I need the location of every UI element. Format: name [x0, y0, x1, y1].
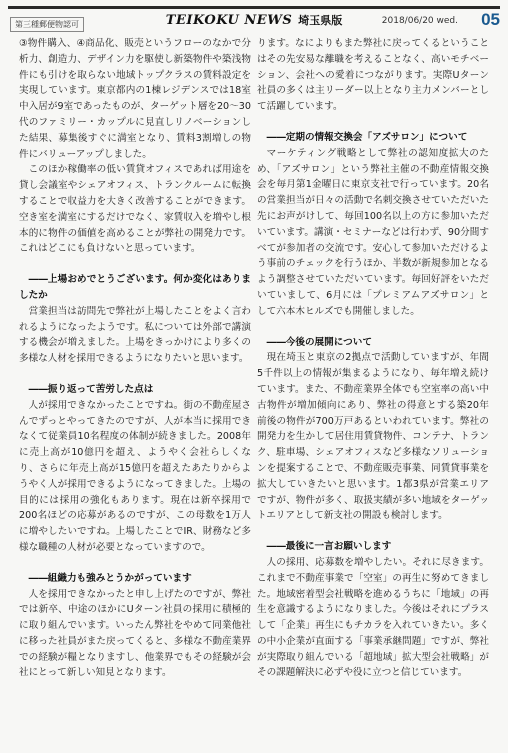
section-heading: ――今後の展開について [266, 336, 372, 348]
section-heading: ――定期の情報交換会「アズサロン」について [266, 131, 468, 143]
paragraph: ります。なによりもまた弊社に戻ってくるということはその先安易な離職を考えることなく、高いモチベーション、会社への愛着につながります。実際Uターン社員の多くは主リーダー以上となり主力メンバーとして活躍しています。 [257, 38, 489, 113]
paragraph: 人を採用できなかったと申し上げたのですが、弊社では新卒、中途のほかにUターン社員の採用に積極的に取り組んでいます。いったん弊社をやめて同業他社に移った社員がまた戻ってくると、多様な不動産業界での経験が糧となりますし、他業界でもその経験が会社にとって新しい知見となります。 [19, 588, 251, 679]
paragraph: ③物件購入、④商品化、販売というフローのなかで分析力、創造力、デザイン力を駆使し新築物件や築浅物件にも引けを取らない地域トップクラスの賃料設定を実現しています。東京都内の1棟レジデンスでは18室中入居が9室であったものが、ターゲット層を20～30代のファミリー・カップルに見直しリノベーションした結果、募集後すぐに満室となり、賃料3割増しの物件にバリューアップしました。 [19, 38, 251, 160]
issue-date: 2018/06/20 wed. [381, 16, 458, 26]
paragraph: 人が採用できなかったことですね。街の不動産屋さんでずっとやってきたのですが、人が本当に採用できなくて従業員10名程度の体制が続きました。2008年に売上高が10億円を超え、ようやく会社らしくなり、さらに年売上高が15億円を超えたあたりからようやく人が採用できるようになってきました。上場の目的には採用の強化もあります。現在は新卒採用で200名ほどの応募があるのですが、この母数を1万人に増やしたいですね。上場したことでIR、財務など多様な職種の人材が必要となっていますので。 [19, 399, 251, 553]
article-column-right [257, 36, 489, 681]
paragraph: 現在埼玉と東京の2拠点で活動していますが、年間5千件以上の情報が集まるようになり、毎年増え続けています。また、不動産業界全体でも空室率の高い中古物件が増加傾向にあり、弊社の得意とする築20年前後の物件が700万戸あるといわれています。弊社の開発力を生かして居住用賃貸物件、コンテナ、トランク、駐車場、シェアオフィスなど多様なソリューションを提案することで、不動産販売事業、同賃貸事業を拡大していきたいと思います。1都3県が営業エリアですが、物件が多く、取扱実績が多い地域をターゲットエリアとして新支社の開設も検討します。 [257, 352, 489, 522]
paragraph: 人の採用、応募数を増やしたい。それに尽きます。これまで不動産事業で「空室」の再生に努めてきました。地域密着型会社戦略を進めるうちに「地域」の再生を意識するようになりました。今後はそれにプラスして「企業」再生にもチカラを入れていきたい。多くの中小企業が直面する「事業承継問題」ですが、弊社が実際取り組んでいる「超地域」拡大型会社戦略」がその課題解決に必ずや役に立つと信じています。 [257, 556, 489, 679]
article-column-left [19, 36, 251, 681]
paragraph: マーケティング戦略として弊社の認知度拡大のため、「アズサロン」という弊社主催の不動産情報交換会を毎月第1金曜日に東京支社で行っています。20名の営業担当が日々の活動で名刺交換させていただいた先にお声がけして、毎回100名以上の方に参加いただいています。講演・セミナーなどは行わず、90分間すべてが参加者の交流です。安心して参加いただけるよう事前のチェックを行うほか、半数が新規参加となるよう調整させていただいています。毎回好評をいただいていまして、6月には「プレミアムアズサロン」として六本木ヒルズでも開催しました。 [257, 147, 489, 317]
paragraph: このほか稼働率の低い賃貸オフィスであれば用途を貸し会議室やシェアオフィス、トランクルームに転換することで収益力を大きく改善することができます。空き室を満室にするだけでなく、家賃収入を増やし根本的に物件の価値を高めることが弊社の開発力です。これはどこにも負けないと思っています。 [19, 164, 251, 255]
paper-name: TEIKOKU NEWS [165, 13, 293, 28]
page-number: 05 [481, 10, 500, 29]
edition-label: 埼玉県版 [298, 14, 343, 27]
paragraph: 営業担当は訪問先で弊社が上場したことをよく言われるようになったようです。私については外部で講演する機会が増えました。上場をきっかけにより多くの多様な人材を採用できるようになりたいと思います。 [19, 305, 251, 365]
section-heading: ――上場おめでとうございます。何か変化はありましたか [19, 274, 251, 301]
section-heading: ――組織力も強みとうかがっています [28, 572, 192, 584]
section-heading: ――振り返って苦労した点は [28, 383, 154, 395]
masthead [166, 12, 342, 28]
page-header [8, 6, 500, 35]
postal-permit-label: 第三種郵便物認可 [10, 17, 84, 32]
section-heading: ――最後に一言お願いします [266, 541, 392, 553]
